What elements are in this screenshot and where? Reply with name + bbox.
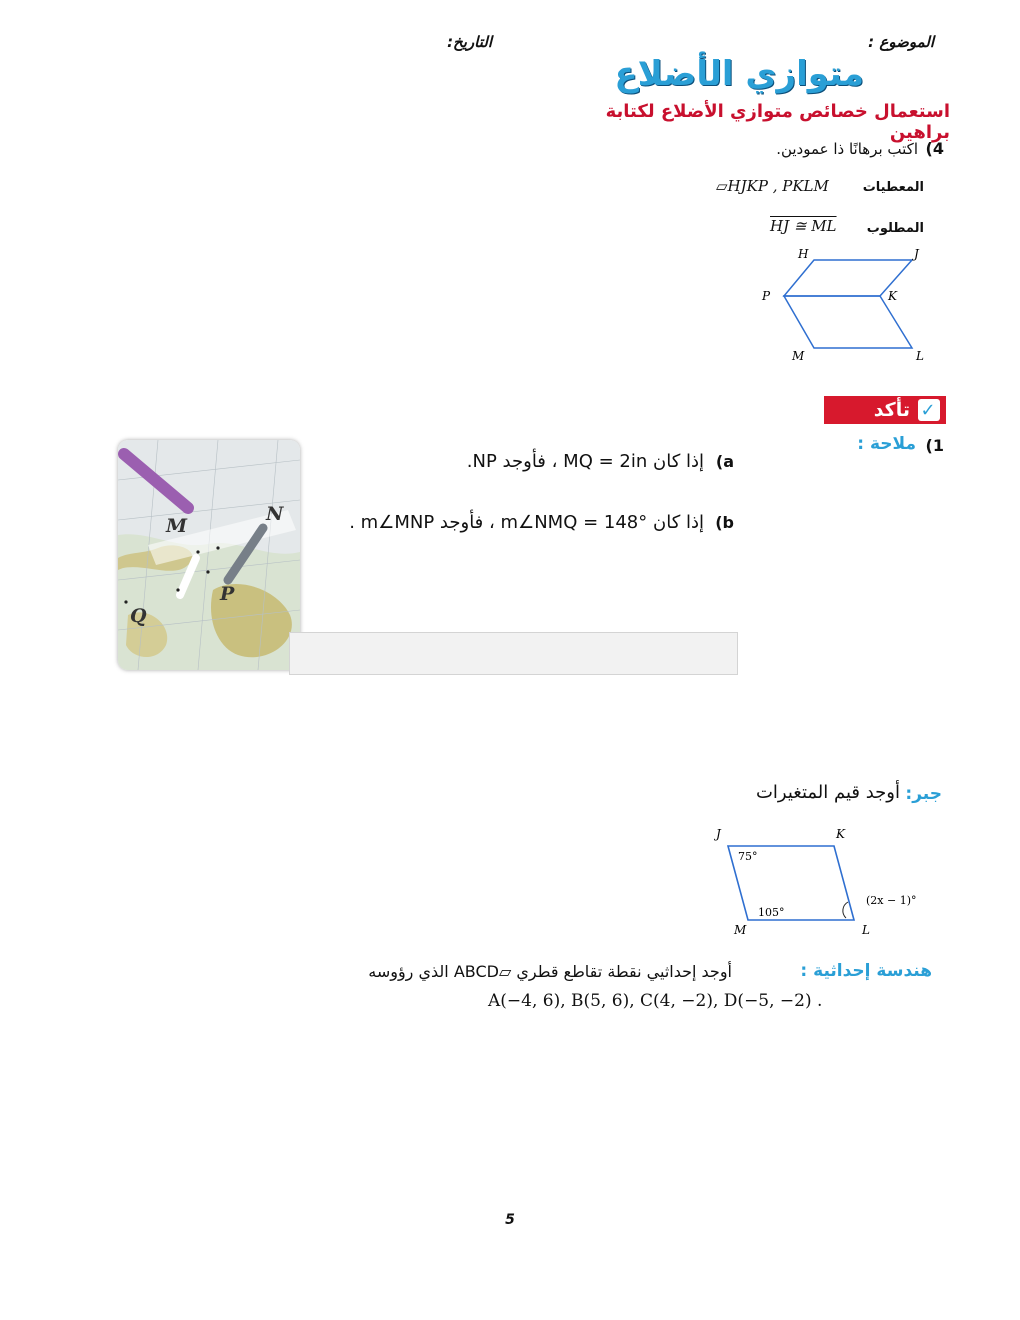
exercise-1-number: 1) [925,436,944,455]
part-b-text: إذا كان m∠NMQ = 148° ، فأوجد m∠MNP . [349,512,704,533]
parallelogram-pklm [784,296,912,348]
vertex-k-label: K [836,827,845,841]
vertex-j-label: J [716,827,721,841]
photo-label-p: P [220,583,235,605]
coordinate-line-1: أوجد إحداثيي نقطة تقاطع قطري ▱ABCD الذي رؤوسه [368,962,732,981]
angle-m-value: 105° [758,906,785,919]
coordinate-line-2: A(−4, 6), B(5, 6), C(4, −2), D(−5, −2) . [488,991,823,1011]
given-label: المعطيات [862,180,924,195]
checkmark-icon: ✓ [918,399,940,421]
lesson-subtitle: استعمال خصائص متوازي الأضلاع لكتابة براهين [605,101,950,143]
given-value: ▱HJKP , PKLM [716,177,829,195]
coordinate-geometry-tag: هندسة إحداثية : [800,961,932,981]
vertex-h-label: H [798,247,809,261]
vertex-j-label: J [914,247,919,261]
page-number: 5 [505,1212,515,1228]
algebra-parallelogram-figure [712,822,944,940]
subject-label: الموضوع : [868,33,934,51]
photo-label-q: Q [130,605,147,627]
part-a-letter: a) [715,452,734,471]
vertex-l-label: L [862,923,870,937]
prove-label: المطلوب [866,221,924,236]
lesson-title: متوازي الأضلاع [614,54,864,94]
navigation-tag: ملاحة : [857,434,916,454]
vertex-l-label: L [916,349,924,363]
answer-input-box[interactable] [289,632,738,675]
part-b-letter: b) [715,513,734,532]
exercise-4-prompt: اكتب برهانًا ذا عمودين. [776,140,918,158]
photo-label-m: M [166,515,188,537]
check-label: تأكد [873,399,910,421]
prove-value: HJ ≅ ML [770,217,837,235]
part-a-text: إذا كان MQ = 2in ، فأوجد NP. [466,451,704,472]
vertex-k-label: K [888,289,897,303]
angle-l-expression: (2x − 1)° [866,894,917,907]
algebra-prompt: أوجد قيم المتغيرات [755,782,900,803]
vertex-m-label: M [792,349,805,363]
photo-label-n: N [266,503,284,525]
navigation-map-photo [118,440,300,670]
check-banner [824,396,946,424]
vertex-p-label: P [762,289,771,303]
algebra-tag: جبر: [905,784,942,804]
date-label: التاريخ: [447,33,492,51]
angle-j-value: 75° [738,850,758,863]
exercise-4-number: 4) [925,139,944,158]
vertex-m-label: M [734,923,747,937]
nautical-chart-image [118,440,300,670]
parallelogram-proof-figure [752,244,942,366]
